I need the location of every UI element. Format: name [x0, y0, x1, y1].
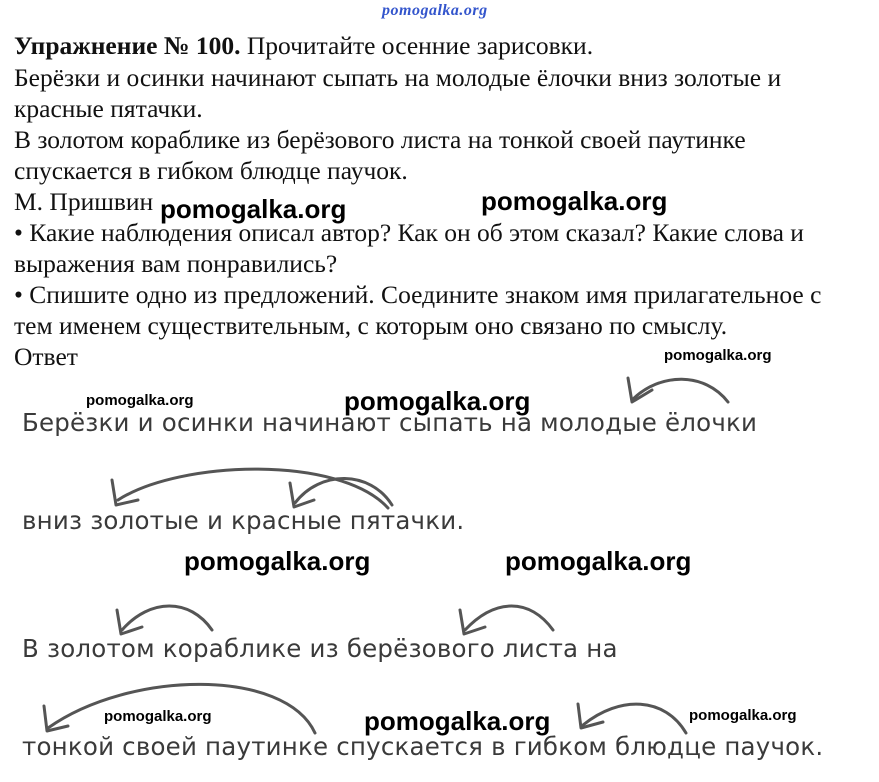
watermark: pomogalka.org — [86, 392, 194, 409]
arrow-5 — [465, 606, 553, 630]
author: М. Пришвин — [14, 187, 154, 216]
watermark: pomogalka.org — [689, 707, 797, 724]
watermark: pomogalka.org — [481, 186, 668, 216]
arrow-4 — [122, 606, 212, 630]
watermark: pomogalka.org — [664, 347, 772, 364]
question-line-2: выражения вам понравились? — [14, 249, 338, 278]
watermark: pomogalka.org — [344, 386, 531, 416]
arrow-7 — [583, 704, 686, 733]
text-line-2: красные пятачки. — [14, 94, 203, 123]
watermark: pomogalka.org — [104, 708, 212, 725]
answer-label: Ответ — [14, 342, 78, 371]
answer-line-3: В золотом кораблике из берёзового листа на — [22, 634, 618, 663]
answer-line-2: вниз золотые и красные пятачки. — [22, 506, 465, 535]
exercise-title: Упражнение № 100. — [14, 31, 241, 60]
text-line-3: В золотом кораблике из берёзового листа на тонкой своей паутинке — [14, 125, 746, 154]
watermark: pomogalka.org — [160, 194, 347, 224]
exercise-instruction: Прочитайте осенние зарисовки. — [246, 31, 594, 60]
question-line-3: • Спишите одно из предложений. Соедините знаком имя прилагательное с — [14, 280, 822, 309]
question-line-4: тем именем существительным, с которым оно связано по смыслу. — [14, 311, 728, 340]
watermark: pomogalka.org — [505, 546, 692, 576]
watermark: pomogalka.org — [364, 706, 551, 736]
answer-line-1: Берёзки и осинки начинают сыпать на молодые ёлочки — [22, 408, 758, 437]
arrow-2 — [118, 469, 388, 508]
question-line-1: • Какие наблюдения описал автор? Как он об этом сказал? Какие слова и — [14, 218, 804, 247]
text-line-1: Берёзки и осинки начинают сыпать на молодые ёлочки вниз золотые и — [14, 63, 782, 92]
arrow-1 — [632, 379, 728, 402]
watermark: pomogalka.org — [184, 546, 371, 576]
arrow-1-head — [628, 378, 652, 402]
watermark-top: pomogalka.org — [382, 2, 488, 19]
text-line-4: спускается в гибком блюдце паучок. — [14, 156, 408, 185]
arrow-7-head — [578, 704, 603, 728]
answer-line-4: тонкой своей паутинке спускается в гибком блюдце паучок. — [22, 732, 824, 761]
